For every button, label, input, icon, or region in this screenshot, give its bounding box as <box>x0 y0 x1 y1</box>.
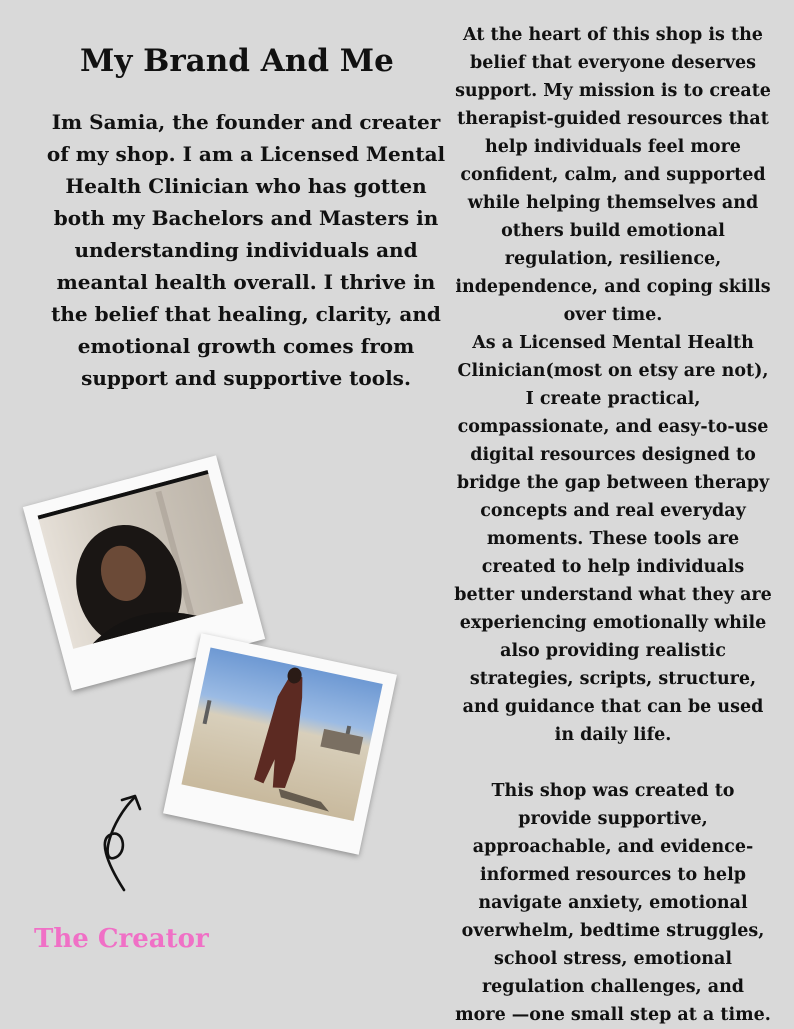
page-title: My Brand And Me <box>80 43 394 79</box>
paragraph-spacer <box>454 749 772 777</box>
creator-label: The Creator <box>34 924 209 954</box>
graduation-polaroid <box>163 633 397 855</box>
mission-paragraph-3: This shop was created to provide supportive, approachable, and evidence-informed resources to help navigate anxiety, emotional overwhelm, bedtime struggles, school stress, emotional regulation challenges, and more —one small step at a time. <box>455 781 771 1025</box>
graduation-photo <box>181 647 382 821</box>
founder-portrait-photo <box>38 470 244 649</box>
portrait-illustration <box>38 470 244 649</box>
mission-paragraph-2: As a Licensed Mental Health Clinician(most on etsy are not), I create practical, compassionate, and easy-to-use digital resources designed to bridge the gap between therapy concepts and real everyday moments. These tools are created to help individuals better understand what they are experiencing emotionally while also providing realistic strategies, scripts, structure, and guidance that can be used in daily life. <box>454 333 772 745</box>
curly-up-arrow-icon <box>88 782 168 897</box>
mission-paragraph-1: At the heart of this shop is the belief that everyone deserves support. My mission is to create therapist-guided resources that help individuals feel more confident, calm, and supported while helping themselves and others build emotional regulation, resilience, independence, and coping skills over time. <box>455 25 771 325</box>
graduation-illustration <box>181 647 382 821</box>
intro-text: Im Samia, the founder and creater of my shop. I am a Licensed Mental Health Clinician who has gotten both my Bachelors and Masters in understanding individuals and meantal health overall. I thrive in the belief that healing, clarity, and emotional growth comes from support and supportive tools. <box>46 110 446 390</box>
mission-text <box>454 21 772 1029</box>
